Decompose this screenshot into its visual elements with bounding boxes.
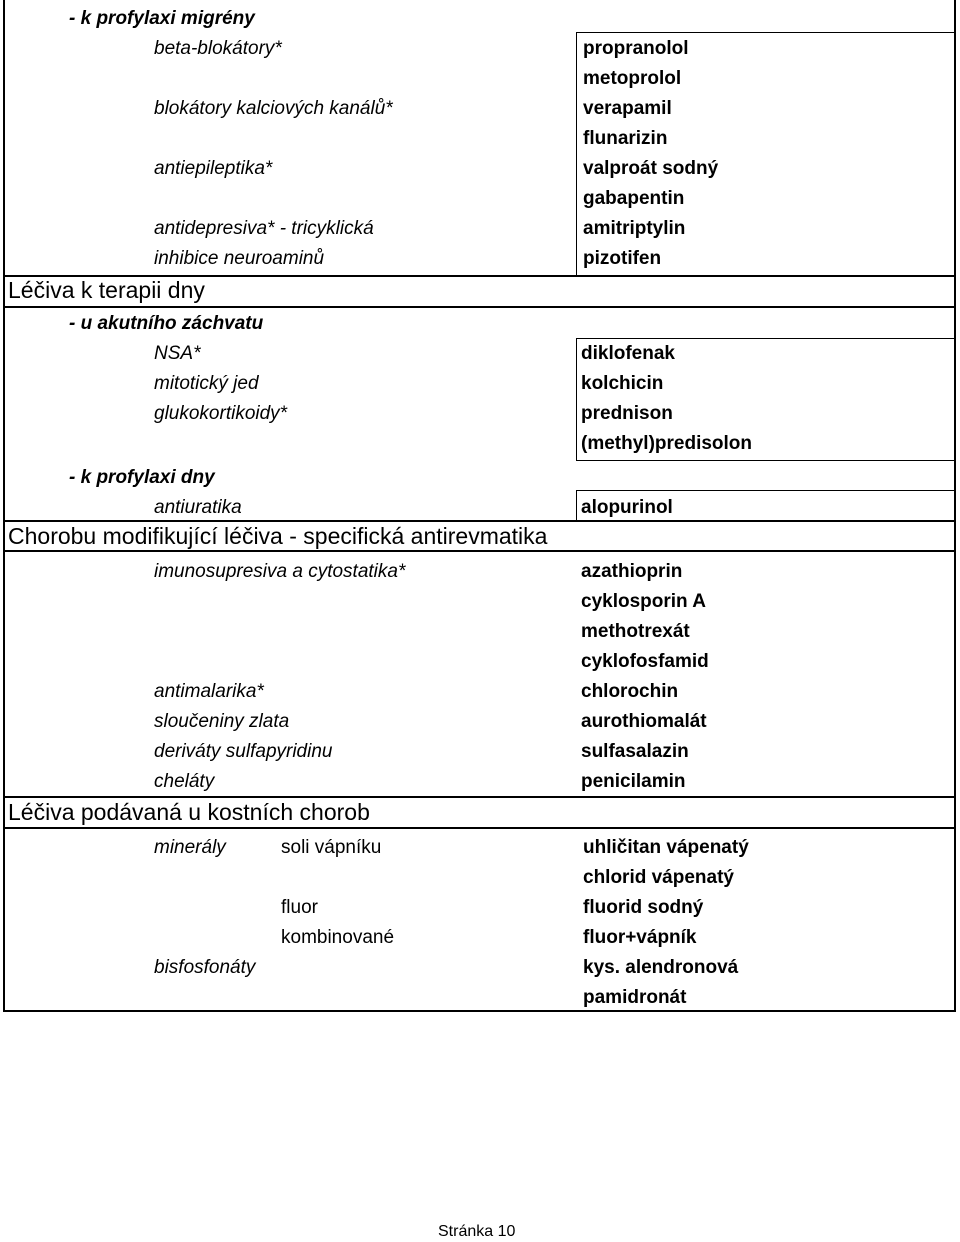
drug-name: amitriptylin (583, 218, 686, 239)
subcategory-label: fluor (281, 897, 318, 918)
category-label: minerály (154, 837, 226, 858)
drug-name: methotrexát (581, 621, 690, 642)
drug-name: sulfasalazin (581, 741, 689, 762)
drug-name: uhličitan vápenatý (583, 837, 749, 858)
row-divider (576, 460, 956, 461)
category-label: sloučeniny zlata (154, 711, 290, 732)
drug-name: diklofenak (581, 343, 675, 364)
drug-name: pamidronát (583, 987, 687, 1008)
drug-name: flunarizin (583, 128, 668, 149)
table-border-left (3, 0, 5, 1012)
section-divider (3, 520, 956, 522)
section-divider (3, 827, 956, 829)
drug-name: pizotifen (583, 248, 662, 269)
category-label: bisfosfonáty (154, 957, 256, 978)
drug-name: metoprolol (583, 68, 682, 89)
table-border-bottom (3, 1010, 956, 1012)
category-label: mitotický jed (154, 373, 259, 394)
section-heading-bone: Léčiva podávaná u kostních chorob (8, 799, 370, 825)
category-label: antimalarika* (154, 681, 264, 702)
drug-name: azathioprin (581, 561, 683, 582)
column-divider (576, 338, 577, 460)
category-label: inhibice neuroaminů (154, 248, 325, 269)
category-label: imunosupresiva a cytostatika* (154, 561, 406, 582)
drug-name: verapamil (583, 98, 672, 119)
category-label: blokátory kalciových kanálů* (154, 98, 393, 119)
drug-name: valproát sodný (583, 158, 719, 179)
drug-name: cyklofosfamid (581, 651, 709, 672)
drug-name: alopurinol (581, 497, 673, 518)
row-divider (576, 32, 956, 33)
category-label: antiepileptika* (154, 158, 273, 179)
subcategory-label: soli vápníku (281, 837, 382, 858)
section-heading-gout: Léčiva k terapii dny (8, 277, 205, 303)
drug-name: kolchicin (581, 373, 664, 394)
row-divider (576, 490, 956, 491)
category-label: antiuratika (154, 497, 242, 518)
subheading-migraine: - k profylaxi migrény (69, 8, 255, 29)
category-label: antidepresiva* - tricyklická (154, 218, 374, 239)
drug-name: fluorid sodný (583, 897, 704, 918)
section-divider (3, 550, 956, 552)
subheading-prophylaxis: - k profylaxi dny (69, 467, 215, 488)
drug-name: penicilamin (581, 771, 686, 792)
row-divider (576, 338, 956, 339)
drug-name: chlorochin (581, 681, 679, 702)
drug-name: chlorid vápenatý (583, 867, 734, 888)
drug-name: fluor+vápník (583, 927, 697, 948)
category-label: NSA* (154, 343, 201, 364)
column-divider (576, 32, 577, 275)
section-divider (3, 796, 956, 798)
subcategory-label: kombinované (281, 927, 395, 948)
section-heading-dmard: Chorobu modifikující léčiva - specifická antirevmatika (8, 523, 548, 549)
drug-name: aurothiomalát (581, 711, 707, 732)
drug-name: kys. alendronová (583, 957, 739, 978)
category-label: glukokortikoidy* (154, 403, 288, 424)
category-label: deriváty sulfapyridinu (154, 741, 333, 762)
category-label: cheláty (154, 771, 215, 792)
drug-name: cyklosporin A (581, 591, 706, 612)
drug-name: (methyl)predisolon (581, 433, 753, 454)
drug-name: gabapentin (583, 188, 685, 209)
category-label: beta-blokátory* (154, 38, 282, 59)
column-divider (576, 490, 577, 520)
subheading-acute: - u akutního záchvatu (69, 313, 264, 334)
drug-name: prednison (581, 403, 673, 424)
table-border-right (954, 0, 956, 1012)
drug-name: propranolol (583, 38, 689, 59)
section-divider (3, 306, 956, 308)
page-number: Stránka 10 (438, 1223, 516, 1240)
